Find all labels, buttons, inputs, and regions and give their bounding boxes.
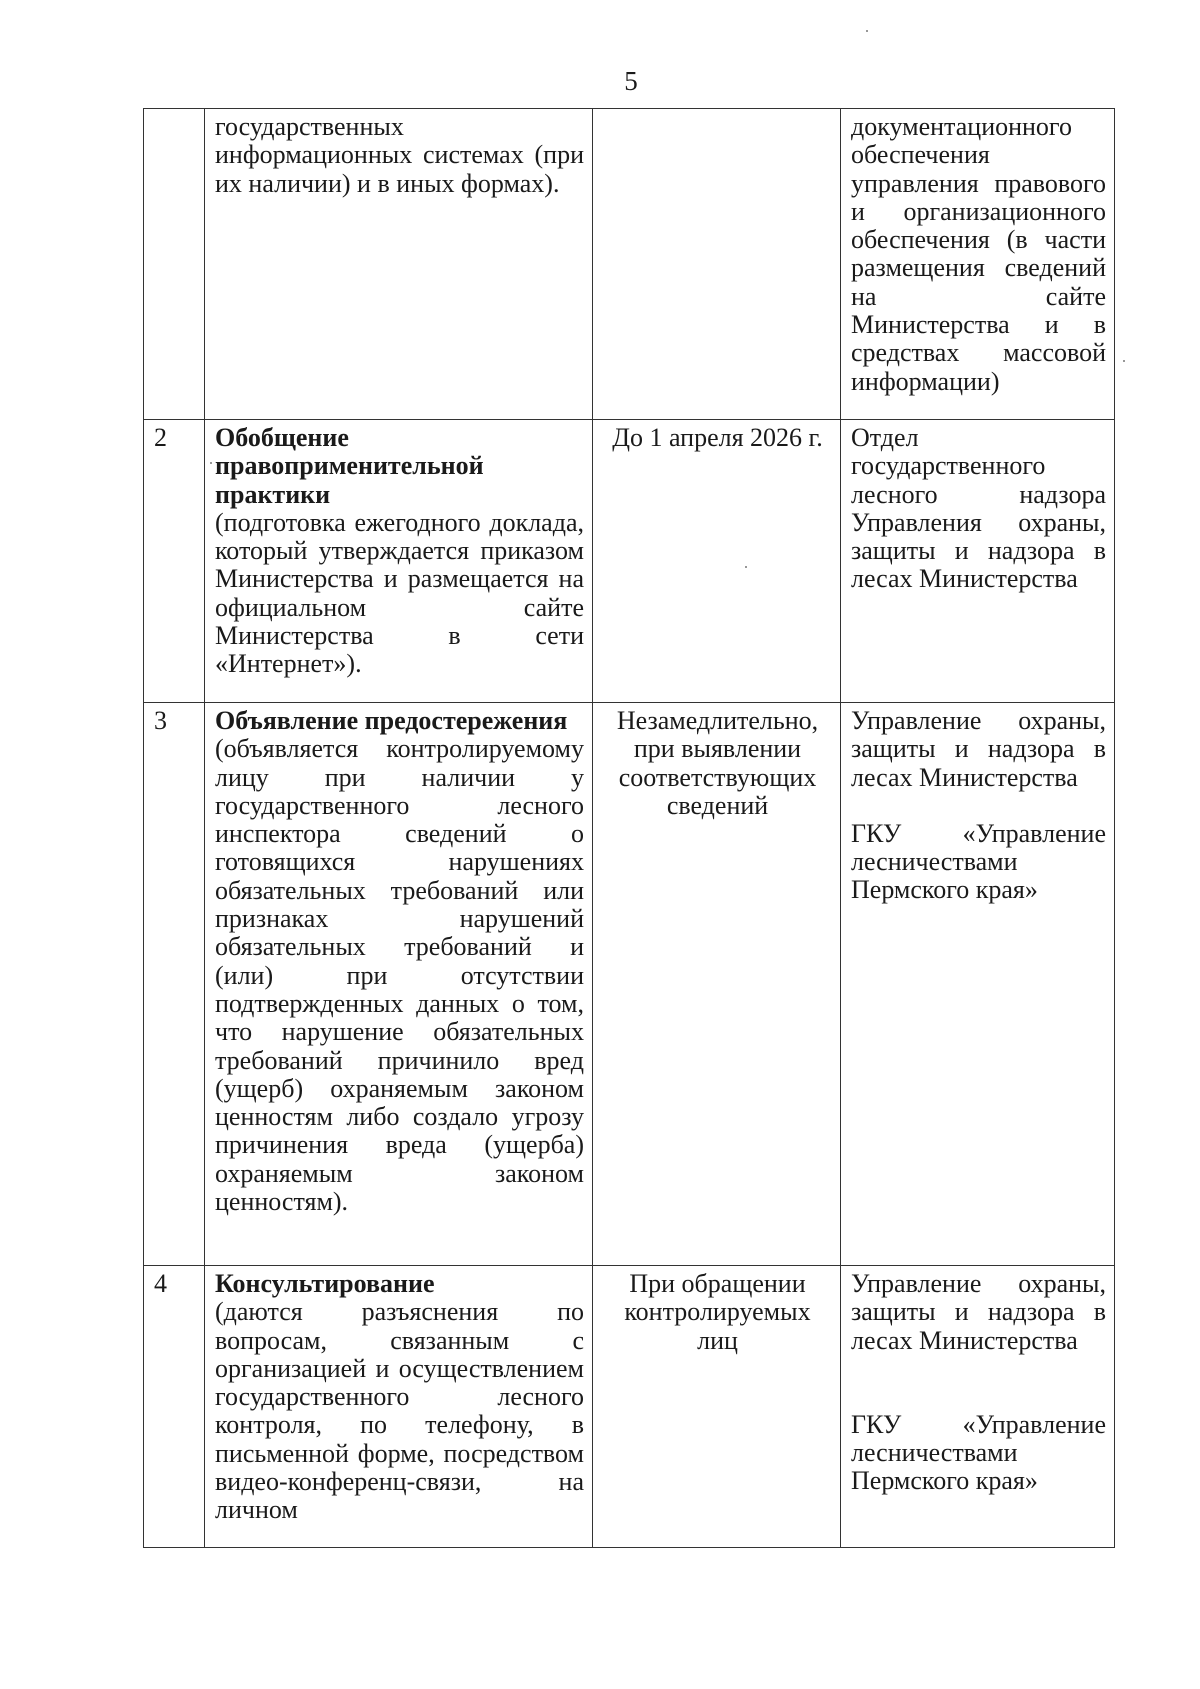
responsible-cell [841,109,1115,420]
responsible-cell [841,703,1115,1266]
row-number: 4 [144,1266,205,1548]
table-row [144,703,1115,1266]
responsible-text: Управление охраны, защиты и надзора в лесах Министерства [851,706,1106,792]
measure-description: (подготовка ежегодного доклада, который утверждается приказом Министерства и размещается на официальном сайте Министерства в сети «Интернет»). [215,507,584,679]
measure-cell [205,109,593,420]
scan-speck [1123,360,1125,362]
table-row [144,1266,1115,1548]
measure-title: Объявление предостережения [215,706,568,735]
row-number: 2 [144,420,205,703]
measure-cell [205,420,593,703]
scan-speck [866,30,868,32]
measure-title: Консультирование [215,1269,435,1298]
scan-speck [210,462,212,464]
table-row [144,109,1115,420]
measure-description: государственных информационных системах (при их наличии) и в иных формах). [215,112,584,198]
deadline-cell [593,109,841,420]
page-number: 5 [624,66,638,96]
responsible-cell [841,1266,1115,1548]
measure-cell [205,1266,593,1548]
table-row [144,420,1115,703]
responsible-text: ГКУ «Управление лесничествами Пермского края» [851,818,1106,905]
measure-title: Обобщение правоприменительной практики [215,423,484,509]
responsible-text: документационного обеспечения управления правового и организационного обеспечения (в части размещения сведений на сайте Министерства и в средствах массовой информации) [851,112,1106,396]
responsible-cell [841,420,1115,703]
row-number: 3 [144,703,205,1266]
row-number [144,109,205,420]
responsible-text: ГКУ «Управление лесничествами Пермского края» [851,1409,1106,1496]
measures-table [143,108,1115,1548]
measure-description: (объявляется контролируемому лицу при наличии у государственного лесного инспектора сведений о готовящихся нарушениях обязательных требований или признаках нарушений обязательных требований и (или) при отсутствии подтвержденных данных о том, что нарушение обязательных требований причинило вред (ущерб) охраняемым законом ценностям либо создало угрозу причинения вреда (ущерба) охраняемым законом ценностям). [215,734,584,1217]
scan-speck [745,566,747,568]
deadline-cell: При обращении контролируемых лиц [593,1266,841,1548]
deadline-cell: До 1 апреля 2026 г. [593,420,841,703]
measure-description: (даются разъяснения по вопросам, связанным с организацией и осуществлением государственного лесного контроля, по телефону, в письменной форме, посредством видео-конференц-связи, на личном [215,1297,584,1525]
deadline-cell: Незамедлительно, при выявлении соответствующих сведений [593,703,841,1266]
responsible-text: Отдел государственного лесного надзора Управления охраны, защиты и надзора в лесах Министерства [851,423,1106,594]
responsible-text: Управление охраны, защиты и надзора в лесах Министерства [851,1269,1106,1355]
measure-cell [205,703,593,1266]
